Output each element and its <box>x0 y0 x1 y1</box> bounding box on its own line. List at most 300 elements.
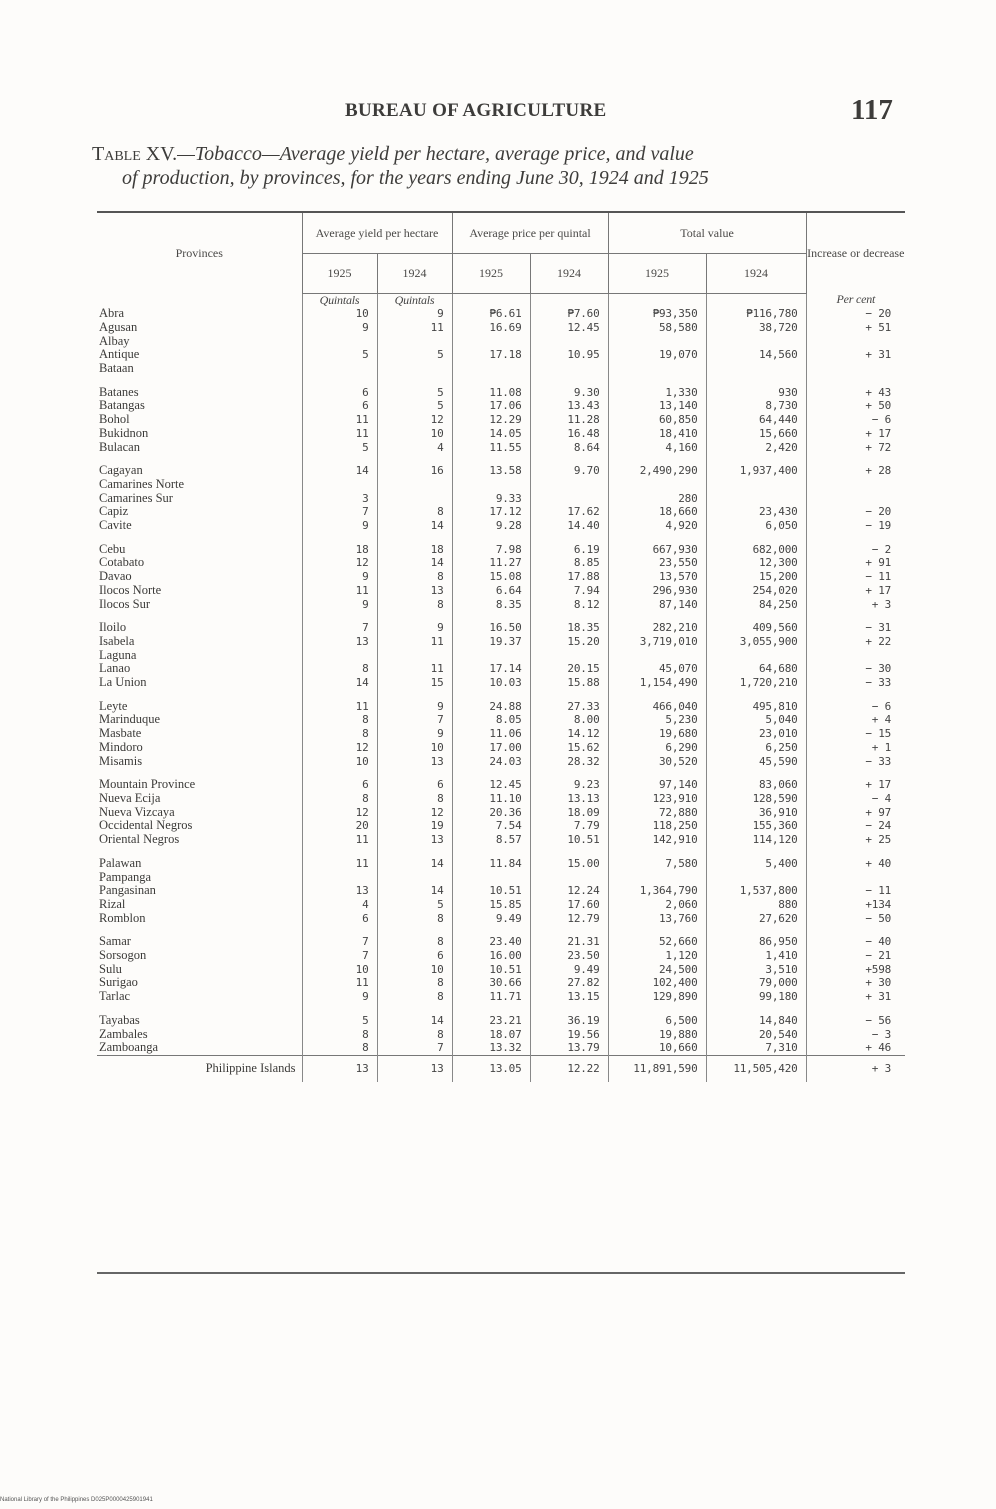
table-cell: 8.35 <box>452 598 530 612</box>
table-cell: 12.24 <box>530 884 608 898</box>
table-cell: 10 <box>377 427 452 441</box>
table-cell: 19.56 <box>530 1028 608 1042</box>
table-cell: + 25 <box>806 833 905 847</box>
table-cell: 14.05 <box>452 427 530 441</box>
table-row <box>97 898 905 912</box>
table-cell <box>608 362 706 376</box>
table-cell <box>530 362 608 376</box>
table-cell: 1,120 <box>608 949 706 963</box>
table-cell: 19,680 <box>608 727 706 741</box>
table-cell: 16.00 <box>452 949 530 963</box>
table-cell: ₱93,350 <box>608 307 706 321</box>
table-cell: 10 <box>377 741 452 755</box>
table-cell: 15.08 <box>452 570 530 584</box>
table-cell: + 17 <box>806 778 905 792</box>
table-cell: − 11 <box>806 570 905 584</box>
province-name: Davao <box>99 569 132 584</box>
table-cell: 17.62 <box>530 505 608 519</box>
table-cell: 8 <box>302 1041 377 1055</box>
table-caption <box>92 142 912 190</box>
header-avg-yield: Average yield per hectare <box>302 212 452 254</box>
table-cell: 7.54 <box>452 819 530 833</box>
table-row <box>97 598 905 612</box>
table-cell <box>706 871 806 885</box>
table-cell: 5 <box>377 399 452 413</box>
province-name: Batanes <box>99 384 139 399</box>
table-cell: 38,720 <box>706 321 806 335</box>
table-row <box>97 755 905 769</box>
table-cell: 1,330 <box>608 386 706 400</box>
table-row <box>97 649 905 663</box>
table-cell: 14.40 <box>530 519 608 533</box>
table-cell: 155,360 <box>706 819 806 833</box>
province-name: Bulacan <box>99 439 140 454</box>
table-cell <box>452 335 530 349</box>
table-cell: 14 <box>377 1014 452 1028</box>
running-title: BUREAU OF AGRICULTURE <box>345 100 607 121</box>
province-name: Laguna <box>99 647 137 662</box>
table-cell: 10.03 <box>452 676 530 690</box>
table-cell: 12 <box>302 806 377 820</box>
table-cell: + 46 <box>806 1041 905 1055</box>
table-cell: 11 <box>302 427 377 441</box>
table-row <box>97 912 905 926</box>
table-cell: 930 <box>706 386 806 400</box>
table-cell <box>806 362 905 376</box>
table-cell: 4 <box>302 898 377 912</box>
table-cell: 79,000 <box>706 976 806 990</box>
table-cell: 17.60 <box>530 898 608 912</box>
table-cell: 1,720,210 <box>706 676 806 690</box>
table-cell: 13 <box>302 635 377 649</box>
table-cell: 667,930 <box>608 543 706 557</box>
table-cell: 19,070 <box>608 348 706 362</box>
table-cell: + 97 <box>806 806 905 820</box>
province-name: Lanao <box>99 661 131 676</box>
table-cell: 9.30 <box>530 386 608 400</box>
table-cell <box>452 362 530 376</box>
table-cell: 13 <box>377 755 452 769</box>
table-cell: 254,020 <box>706 584 806 598</box>
table-cell <box>706 335 806 349</box>
province-name: Bohol <box>99 412 130 427</box>
province-name: Nueva Vizcaya <box>99 804 175 819</box>
group-spacer <box>97 847 905 857</box>
table-cell: 20.15 <box>530 662 608 676</box>
table-cell: 72,880 <box>608 806 706 820</box>
table-cell: 11 <box>377 635 452 649</box>
table-cell: 17.00 <box>452 741 530 755</box>
table-row <box>97 727 905 741</box>
table-cell: − 31 <box>806 621 905 635</box>
table-row <box>97 806 905 820</box>
table-cell: 12.79 <box>530 912 608 926</box>
province-name: Capiz <box>99 504 129 519</box>
table-cell: 5,400 <box>706 857 806 871</box>
table-cell: 282,210 <box>608 621 706 635</box>
table-cell: 12,300 <box>706 556 806 570</box>
table-cell: 99,180 <box>706 990 806 1004</box>
table-cell <box>608 871 706 885</box>
table-cell: 8.57 <box>452 833 530 847</box>
table-cell: 13.43 <box>530 399 608 413</box>
page-header <box>0 94 996 134</box>
table-cell: 18.07 <box>452 1028 530 1042</box>
table-cell: 9.49 <box>530 963 608 977</box>
table-row <box>97 871 905 885</box>
table-cell: 5 <box>302 1014 377 1028</box>
province-name: Cavite <box>99 518 132 533</box>
table-cell: 10 <box>302 755 377 769</box>
table-cell: 11 <box>302 833 377 847</box>
table-cell: 16.69 <box>452 321 530 335</box>
group-spacer <box>97 1004 905 1014</box>
table-cell: + 50 <box>806 399 905 413</box>
table-cell: 23.21 <box>452 1014 530 1028</box>
table-cell: 8 <box>302 792 377 806</box>
table-cell: + 31 <box>806 990 905 1004</box>
table-cell: 4,160 <box>608 441 706 455</box>
table-cell: 13.58 <box>452 464 530 478</box>
table-cell: 11.71 <box>452 990 530 1004</box>
page-number: 117 <box>851 94 893 126</box>
province-name: Camarines Sur <box>99 490 173 505</box>
group-spacer <box>97 611 905 621</box>
table-cell: 11 <box>302 700 377 714</box>
province-name: Pangasinan <box>99 883 156 898</box>
table-cell: 17.12 <box>452 505 530 519</box>
group-spacer <box>97 925 905 935</box>
table-row <box>97 700 905 714</box>
table-cell: 12 <box>302 741 377 755</box>
total-cell: 13.05 <box>452 1055 530 1082</box>
table-cell: 1,410 <box>706 949 806 963</box>
group-spacer <box>97 454 905 464</box>
header-value-1924: 1924 <box>706 254 806 293</box>
table-cell: 19.37 <box>452 635 530 649</box>
table-cell: 880 <box>706 898 806 912</box>
table-row <box>97 321 905 335</box>
table-cell: 17.06 <box>452 399 530 413</box>
table-cell: 18 <box>302 543 377 557</box>
table-cell: + 17 <box>806 427 905 441</box>
table-cell: ₱116,780 <box>706 307 806 321</box>
table-cell: 8 <box>302 662 377 676</box>
table-cell: 12 <box>377 806 452 820</box>
table-cell: − 40 <box>806 935 905 949</box>
table-cell: − 33 <box>806 676 905 690</box>
province-name: Mountain Province <box>99 777 196 792</box>
table-cell: 36,910 <box>706 806 806 820</box>
table-cell: 7 <box>302 505 377 519</box>
table-cell: +598 <box>806 963 905 977</box>
province-name: Cagayan <box>99 463 143 478</box>
table-cell: 7 <box>302 621 377 635</box>
total-row <box>97 1055 905 1082</box>
table-cell: + 4 <box>806 713 905 727</box>
table-cell: − 50 <box>806 912 905 926</box>
table-cell: 6,290 <box>608 741 706 755</box>
table-row <box>97 621 905 635</box>
table-row <box>97 935 905 949</box>
table-cell: 19,880 <box>608 1028 706 1042</box>
table-cell <box>377 362 452 376</box>
table-cell: + 51 <box>806 321 905 335</box>
total-label: Philippine Islands <box>97 1055 302 1082</box>
table-cell: − 21 <box>806 949 905 963</box>
table-cell: 24.03 <box>452 755 530 769</box>
table-cell: 8 <box>302 727 377 741</box>
table-cell: 14 <box>302 464 377 478</box>
table-cell: 24.88 <box>452 700 530 714</box>
table-cell: 9 <box>377 307 452 321</box>
table-cell: 14 <box>302 676 377 690</box>
table-row <box>97 413 905 427</box>
table-cell: 5 <box>302 441 377 455</box>
table-cell: 14 <box>377 857 452 871</box>
group-spacer <box>97 533 905 543</box>
table-cell: 15.20 <box>530 635 608 649</box>
table-cell <box>806 335 905 349</box>
table-cell: 13 <box>302 884 377 898</box>
table-cell: 2,420 <box>706 441 806 455</box>
province-name: Albay <box>99 333 130 348</box>
table-cell: − 20 <box>806 307 905 321</box>
header-price-1924: 1924 <box>530 254 608 293</box>
table-cell <box>608 478 706 492</box>
table-cell: 128,590 <box>706 792 806 806</box>
header-provinces: Provinces <box>97 212 302 293</box>
table-cell: 15.00 <box>530 857 608 871</box>
province-name: Abra <box>99 306 124 321</box>
table-cell: 9 <box>377 621 452 635</box>
table-row <box>97 741 905 755</box>
table-row <box>97 335 905 349</box>
province-name: Surigao <box>99 975 138 990</box>
table-cell <box>530 492 608 506</box>
table-cell: 9 <box>302 519 377 533</box>
table-cell: ₱7.60 <box>530 307 608 321</box>
table-cell: 16.48 <box>530 427 608 441</box>
table-cell: 495,810 <box>706 700 806 714</box>
province-name: Tarlac <box>99 989 131 1004</box>
table-cell: + 1 <box>806 741 905 755</box>
table-cell: 5 <box>377 386 452 400</box>
table-cell: 14.12 <box>530 727 608 741</box>
table-cell <box>706 649 806 663</box>
units-row <box>97 293 905 307</box>
table-cell: 58,580 <box>608 321 706 335</box>
table-cell <box>608 335 706 349</box>
table-cell: 27,620 <box>706 912 806 926</box>
table-cell: 8 <box>377 505 452 519</box>
province-name: Bataan <box>99 361 134 376</box>
table-cell: 9.70 <box>530 464 608 478</box>
table-cell: 10,660 <box>608 1041 706 1055</box>
tobacco-table <box>97 211 905 1082</box>
total-cell: 11,505,420 <box>706 1055 806 1082</box>
table-row <box>97 556 905 570</box>
table-cell: + 22 <box>806 635 905 649</box>
header-price-1925: 1925 <box>452 254 530 293</box>
table-cell: 9 <box>302 990 377 1004</box>
table-cell: 5 <box>377 348 452 362</box>
table-cell: 11 <box>302 976 377 990</box>
unit-percent: Per cent <box>806 293 905 307</box>
table-row <box>97 857 905 871</box>
table-cell <box>806 649 905 663</box>
table-cell: − 30 <box>806 662 905 676</box>
province-name: Oriental Negros <box>99 832 180 847</box>
table-row <box>97 492 905 506</box>
table-cell: 15,660 <box>706 427 806 441</box>
table-cell <box>806 492 905 506</box>
table-body <box>97 293 905 1082</box>
table-cell <box>706 362 806 376</box>
table-cell: 296,930 <box>608 584 706 598</box>
table-cell: 18.35 <box>530 621 608 635</box>
total-cell: 12.22 <box>530 1055 608 1082</box>
table-cell: + 91 <box>806 556 905 570</box>
table-cell: + 28 <box>806 464 905 478</box>
table-cell: 8 <box>377 912 452 926</box>
table-row <box>97 478 905 492</box>
table-cell: − 6 <box>806 413 905 427</box>
table-cell: 9.49 <box>452 912 530 926</box>
data-table-wrapper <box>97 211 905 1082</box>
table-cell: − 33 <box>806 755 905 769</box>
table-cell: 8.85 <box>530 556 608 570</box>
table-cell: − 56 <box>806 1014 905 1028</box>
table-cell: 97,140 <box>608 778 706 792</box>
table-cell: 13.13 <box>530 792 608 806</box>
table-cell: 11.08 <box>452 386 530 400</box>
table-cell: 7,580 <box>608 857 706 871</box>
table-row <box>97 635 905 649</box>
province-name: Masbate <box>99 726 142 741</box>
table-row <box>97 963 905 977</box>
group-spacer <box>97 376 905 386</box>
table-cell: 23.40 <box>452 935 530 949</box>
table-cell <box>377 871 452 885</box>
table-cell: 45,070 <box>608 662 706 676</box>
table-cell: 8 <box>377 792 452 806</box>
province-name: Occidental Negros <box>99 818 193 833</box>
table-cell: 8 <box>302 1028 377 1042</box>
table-cell: 18.09 <box>530 806 608 820</box>
table-cell: − 6 <box>806 700 905 714</box>
table-row <box>97 819 905 833</box>
province-name: Bukidnon <box>99 425 149 440</box>
table-cell: 11 <box>377 321 452 335</box>
table-cell <box>302 649 377 663</box>
table-cell <box>530 871 608 885</box>
bottom-rule <box>97 1272 905 1274</box>
table-cell: 36.19 <box>530 1014 608 1028</box>
table-cell: 5,040 <box>706 713 806 727</box>
table-cell: 30,520 <box>608 755 706 769</box>
table-cell: 9.33 <box>452 492 530 506</box>
table-cell: 11.27 <box>452 556 530 570</box>
province-name: Ilocos Norte <box>99 582 162 597</box>
table-cell: 13,140 <box>608 399 706 413</box>
table-cell: − 3 <box>806 1028 905 1042</box>
table-cell: − 11 <box>806 884 905 898</box>
table-row <box>97 362 905 376</box>
table-cell: 142,910 <box>608 833 706 847</box>
table-cell: 8.12 <box>530 598 608 612</box>
province-name: Misamis <box>99 753 143 768</box>
table-cell <box>706 492 806 506</box>
table-cell <box>530 478 608 492</box>
table-cell: 13.79 <box>530 1041 608 1055</box>
table-cell: 14,840 <box>706 1014 806 1028</box>
table-cell: 8.64 <box>530 441 608 455</box>
table-cell: 15.62 <box>530 741 608 755</box>
table-cell: 9.28 <box>452 519 530 533</box>
table-cell: 5,230 <box>608 713 706 727</box>
table-cell: 1,364,790 <box>608 884 706 898</box>
table-row <box>97 676 905 690</box>
province-name: La Union <box>99 675 147 690</box>
group-spacer <box>97 690 905 700</box>
table-cell: 118,250 <box>608 819 706 833</box>
table-cell: 6 <box>377 778 452 792</box>
table-cell: 11.55 <box>452 441 530 455</box>
group-spacer <box>97 768 905 778</box>
unit-quintals-1925: Quintals <box>302 293 377 307</box>
table-cell <box>377 478 452 492</box>
table-cell: 12 <box>302 556 377 570</box>
table-cell <box>530 335 608 349</box>
total-cell: + 3 <box>806 1055 905 1082</box>
table-cell: 10 <box>302 963 377 977</box>
footer-note: National Library of the Philippines D025P0000425901941 <box>0 1497 153 1503</box>
table-row <box>97 348 905 362</box>
table-cell <box>302 871 377 885</box>
table-cell: 5 <box>302 348 377 362</box>
table-cell: 3 <box>302 492 377 506</box>
table-cell: + 31 <box>806 348 905 362</box>
table-cell: 11 <box>377 662 452 676</box>
table-cell: 7 <box>377 713 452 727</box>
table-cell: 12 <box>377 413 452 427</box>
province-name: Tayabas <box>99 1012 140 1027</box>
province-name: Romblon <box>99 910 146 925</box>
table-cell: 64,680 <box>706 662 806 676</box>
header-row-groups <box>97 212 905 254</box>
table-cell: 11.10 <box>452 792 530 806</box>
table-cell <box>377 649 452 663</box>
table-row <box>97 662 905 676</box>
table-cell: 16.50 <box>452 621 530 635</box>
table-cell: 7,310 <box>706 1041 806 1055</box>
table-cell: 13.32 <box>452 1041 530 1055</box>
province-name: Cebu <box>99 541 126 556</box>
table-cell: 13.15 <box>530 990 608 1004</box>
table-cell: 3,055,900 <box>706 635 806 649</box>
province-name: Antique <box>99 347 140 362</box>
table-cell <box>302 335 377 349</box>
table-cell: 3,719,010 <box>608 635 706 649</box>
table-cell: 14 <box>377 519 452 533</box>
table-cell: 83,060 <box>706 778 806 792</box>
table-cell: 12.45 <box>530 321 608 335</box>
province-name: Isabela <box>99 633 135 648</box>
table-cell <box>608 649 706 663</box>
table-cell: 9 <box>377 700 452 714</box>
table-cell: 17.88 <box>530 570 608 584</box>
